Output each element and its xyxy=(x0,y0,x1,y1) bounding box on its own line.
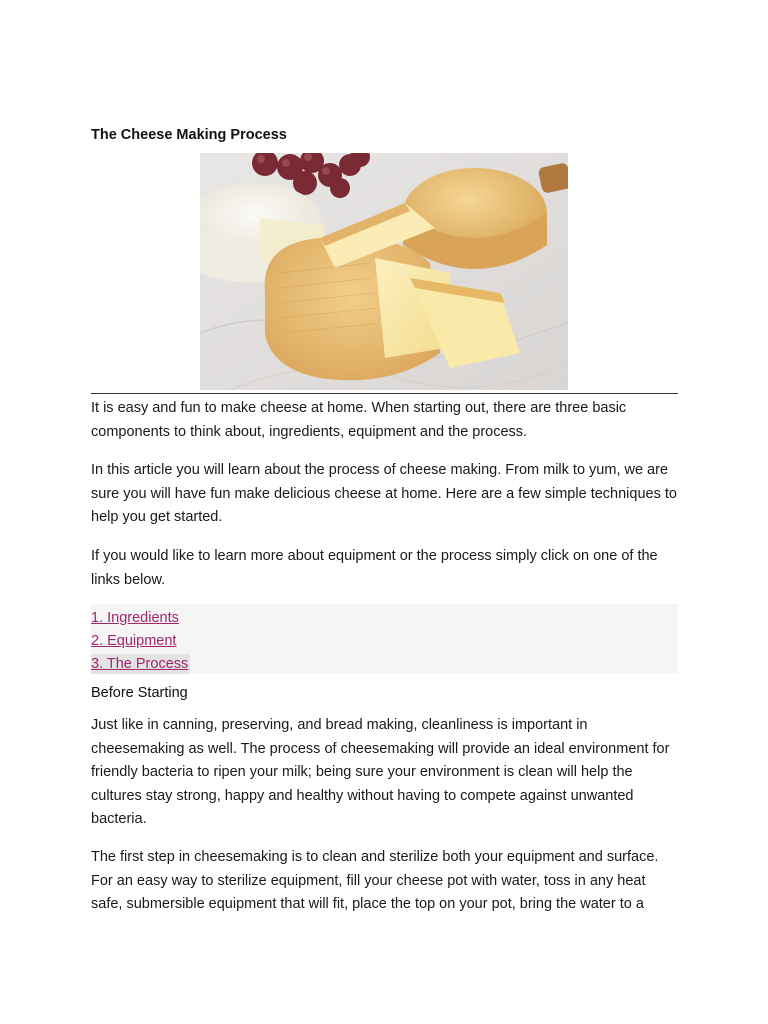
article-overview-paragraph: In this article you will learn about the process of cheese making. From milk to yum, we are sure you will have fun make delicious cheese at home. Here are a few simple techniques to help you get started. xyxy=(91,462,677,525)
section-heading: Before Starting xyxy=(91,685,188,701)
intro-paragraph: It is easy and fun to make cheese at home. When starting out, there are three basic components to think about, ingredients, equipment and the process. xyxy=(91,400,627,440)
link-equipment[interactable]: 2. Equipment xyxy=(91,633,177,649)
link-the-process[interactable]: 3. The Process xyxy=(91,656,189,672)
link-ingredients[interactable]: 1. Ingredients xyxy=(91,610,179,626)
links-intro-paragraph: If you would like to learn more about equipment or the process simply click on one of the links below. xyxy=(91,548,658,588)
cleanliness-paragraph: Just like in canning, preserving, and bread making, cleanliness is important in cheesemaking as well. The process of cheesemaking will provide an ideal environment for friendly bacteria to ripen your milk; being sure your environment is clean will help the cultures stay strong, happy and healthy without having to compete against unwanted bacteria. xyxy=(91,717,670,827)
cheese-photo xyxy=(200,153,568,390)
sterilize-paragraph: The first step in cheesemaking is to clean and sterilize both your equipment and surface. For an easy way to sterilize equipment, fill your cheese pot with water, toss in any heat safe, submersible equipment that will fit, place the top on your pot, bring the water to a xyxy=(91,849,659,912)
article-title: The Cheese Making Process xyxy=(91,127,287,143)
horizontal-divider xyxy=(91,393,678,394)
